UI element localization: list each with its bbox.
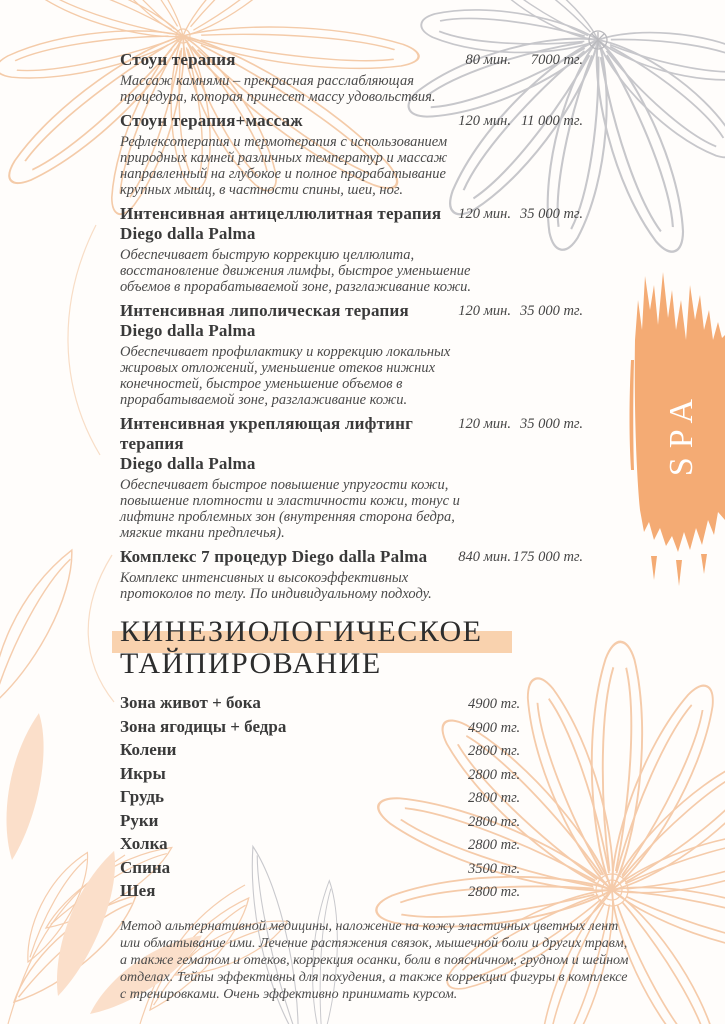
zone-label: Шея [120, 881, 156, 900]
zone-price-list [120, 693, 583, 905]
zone-label: Спина [120, 857, 171, 877]
service-description: Массаж камнями – прекрасная расслабляющая процедура, которая принесет массу удовольствия. [120, 73, 436, 105]
zone-row [120, 764, 583, 788]
zone-row [120, 881, 583, 905]
zone-row [120, 811, 583, 835]
zone-label: Колени [120, 740, 177, 759]
service-title [120, 204, 449, 244]
service-title [120, 414, 449, 474]
zone-price: 2800 тг. [468, 743, 521, 759]
zone-price: 2800 тг. [468, 884, 521, 900]
service-price: 175 000 тг. [512, 549, 583, 565]
service-duration: 120 мин. [458, 206, 511, 222]
service-title [120, 301, 449, 341]
service-duration: 120 мин. [458, 303, 511, 319]
service-title-line: Интенсивная укрепляющая лифтинг терапия [120, 414, 414, 453]
zone-label: Грудь [120, 787, 164, 806]
service-duration: 840 мин. [458, 549, 511, 565]
section-title-line2: ТАЙПИРОВАНИЕ [120, 647, 382, 680]
service-title [120, 50, 449, 70]
zone-label: Руки [120, 810, 159, 830]
service-duration: 120 мин. [458, 113, 511, 129]
service-item [120, 301, 583, 408]
zone-price: 2800 тг. [468, 790, 521, 806]
zone-row [120, 858, 583, 882]
zone-price: 4900 тг. [468, 696, 521, 712]
zone-price: 2800 тг. [468, 813, 521, 830]
service-price: 11 000 тг. [521, 113, 583, 129]
spa-vertical-label: SPA [663, 389, 700, 477]
service-title-line: Стоун терапия+массаж [120, 111, 303, 130]
service-item [120, 50, 583, 105]
zone-label: Зона живот + бока [120, 693, 261, 712]
service-price: 35 000 тг. [519, 416, 583, 432]
zone-row [120, 834, 583, 858]
zone-row [120, 787, 583, 811]
zone-row [120, 740, 583, 764]
service-title-line: Стоун терапия [120, 50, 236, 69]
service-description: Рефлексотерапия и термотерапия с использованием природных камней различных температур и массаж направленный на глубокое и полное прорабатывание крупных мышц, в частности спины, шеи, ног. [120, 134, 448, 198]
service-title [120, 111, 449, 131]
zone-label: Зона ягодицы + бедра [120, 716, 287, 736]
zone-label: Икры [120, 763, 166, 783]
service-description: Обеспечивает быстрое повышение упругости кожи, повышение плотности и эластичности кожи, тонус и лифтинг проблемных зон (внутренняя сторона бедра, мягкие ткани предплечья). [120, 477, 460, 541]
service-duration: 80 мин. [465, 52, 511, 68]
zone-row [120, 693, 583, 717]
service-price: 35 000 тг. [519, 206, 583, 222]
service-title-line: Интенсивная липолическая терапия [120, 301, 409, 320]
service-duration: 120 мин. [458, 416, 511, 432]
service-description: Комплекс интенсивных и высокоэффективных протоколов по телу. По индивидуальному подходу. [120, 570, 432, 602]
zone-row [120, 717, 583, 741]
section-note: Метод альтернативной медицины, наложение на кожу эластичных цветных лент или обматывание ими. Лечение растяжения связок, мышечной боли и других травм, а также гематом и отеков, коррекция осанки, боли в поясничном, грудном и шейном отделах. Тейпы эффективны для похудения, а также коррекции фигуры в комплексе с тренировками. Очень эффективно принимать курсом. [120, 918, 629, 1002]
service-subtitle: Diego dalla Palma [120, 321, 256, 340]
zone-price: 2800 тг. [468, 837, 521, 853]
zone-price: 2800 тг. [468, 766, 521, 783]
zone-label: Холка [120, 834, 168, 853]
service-title-line: Интенсивная антицеллюлитная терапия [120, 204, 442, 223]
service-title-line: Комплекс 7 процедур Diego dalla Palma [120, 547, 428, 566]
section-title [120, 616, 583, 680]
service-subtitle: Diego dalla Palma [120, 454, 256, 473]
left-edge-arcs-icon [68, 225, 114, 702]
service-item [120, 547, 583, 602]
service-title [120, 547, 449, 567]
service-description: Обеспечивает профилактику и коррекцию локальных жировых отложений, уменьшение отеков нижних конечностей, быстрое уменьшение объемов в прорабатываемой зоне, разглаживание кожи. [120, 344, 451, 408]
zone-price: 3500 тг. [468, 860, 521, 877]
section-header [120, 616, 583, 680]
service-price: 35 000 тг. [519, 303, 583, 319]
service-item [120, 111, 583, 198]
service-price: 7000 тг. [530, 52, 583, 68]
service-subtitle: Diego dalla Palma [120, 224, 256, 243]
service-item [120, 204, 583, 295]
menu-content [120, 50, 629, 1003]
service-item [120, 414, 583, 541]
zone-price: 4900 тг. [468, 719, 521, 736]
service-description: Обеспечивает быструю коррекцию целлюлита, восстановление движения лимфы, быстрое уменьшение объемов в прорабатываемой зоне, разглаживание кожи. [120, 247, 472, 295]
section-title-line1: КИНЕЗИОЛОГИЧЕСКОЕ [120, 615, 483, 648]
